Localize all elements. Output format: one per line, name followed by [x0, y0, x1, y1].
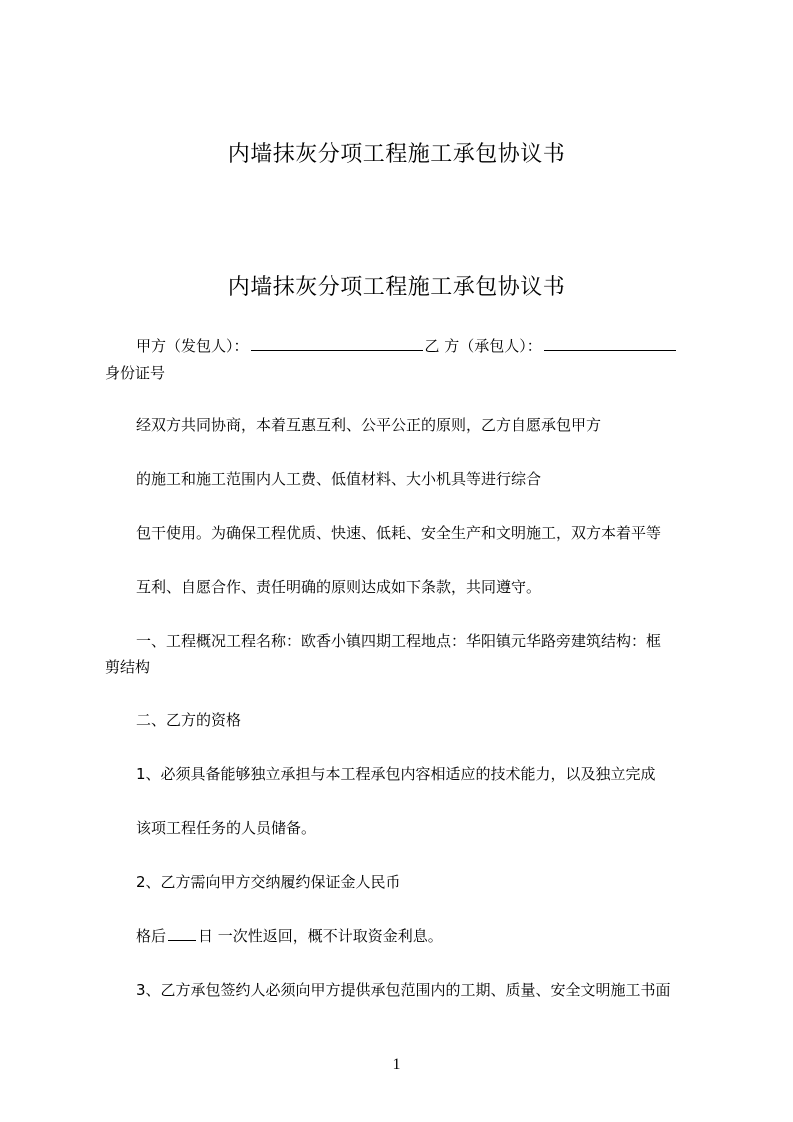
item-2-text-a: 格后	[136, 927, 167, 945]
paragraph-line: 包干使用。为确保工程优质、快速、低耗、安全生产和文明施工，双方本着平等	[136, 524, 662, 542]
paragraph-line: 互利、自愿合作、责任明确的原则达成如下条款，共同遵守。	[136, 578, 542, 596]
section-1-continuation: 剪结构	[105, 658, 151, 676]
item-2-line	[136, 925, 443, 947]
item-1-line: 该项工程任务的人员储备。	[136, 819, 317, 837]
section-2-heading: 二、乙方的资格	[136, 711, 242, 729]
section-1-heading: 一、工程概况工程名称：欧香小镇四期工程地点：华阳镇元华路旁建筑结构：框	[136, 632, 662, 650]
party-a-label: 甲方（发包人）：	[136, 337, 249, 355]
document-subtitle: 内墙抹灰分项工程施工承包协议书	[227, 275, 566, 300]
paragraph-line: 的施工和施工范围内人工费、低值材料、大小机具等进行综合	[136, 470, 542, 488]
party-b-label: 乙 方（承包人）：	[424, 337, 542, 355]
item-2-line: 2、乙方需向甲方交纳履约保证金人民币	[136, 873, 401, 891]
document-title: 内墙抹灰分项工程施工承包协议书	[227, 142, 566, 167]
item-3-line: 3、乙方承包签约人必须向甲方提供承包范围内的工期、质量、安全文明施工书面	[136, 981, 671, 999]
id-number-label: 身份证号	[105, 364, 166, 382]
party-b-blank	[544, 335, 676, 351]
page-number: 1	[392, 1056, 401, 1073]
party-a-blank	[251, 335, 423, 351]
item-1-line: 1、必须具备能够独立承担与本工程承包内容相适应的技术能力，以及独立完成	[136, 765, 656, 783]
item-2-text-b: 日 一次性返回，概不计取资金利息。	[198, 927, 443, 945]
days-blank	[168, 925, 196, 941]
parties-line	[136, 335, 678, 357]
paragraph-line: 经双方共同协商，本着互惠互利、公平公正的原则，乙方自愿承包甲方	[136, 416, 602, 434]
